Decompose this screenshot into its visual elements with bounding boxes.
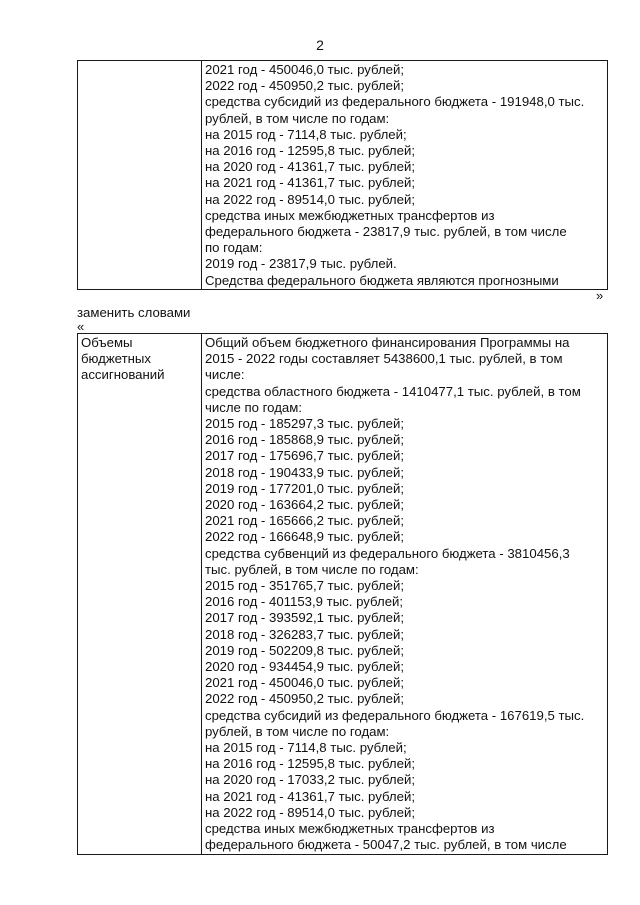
budget-table-continued bbox=[77, 60, 608, 290]
label-cell bbox=[78, 334, 202, 855]
text-line: на 2021 год - 41361,7 тыс. рублей; bbox=[205, 175, 415, 191]
text-line: рублей, в том числе по годам: bbox=[205, 723, 390, 739]
text-line: 2018 год - 326283,7 тыс. рублей; bbox=[205, 626, 405, 642]
text-line: 2015 - 2022 годы составляет 5438600,1 тыс. рублей, в том bbox=[205, 351, 563, 367]
text-line: по годам: bbox=[205, 240, 263, 256]
text-line: федерального бюджета - 50047,2 тыс. рублей, в том числе bbox=[205, 837, 567, 853]
text-line: числе по годам: bbox=[205, 399, 302, 415]
opening-quote: « bbox=[77, 319, 85, 334]
text-line: 2022 год - 450950,2 тыс. рублей; bbox=[205, 691, 405, 707]
text-line: 2016 год - 185868,9 тыс. рублей; bbox=[205, 432, 405, 448]
text-line: средства субсидий из федерального бюджета - 167619,5 тыс. bbox=[205, 707, 585, 723]
page-number: 2 bbox=[316, 37, 324, 53]
text-line: на 2020 год - 17033,2 тыс. рублей; bbox=[205, 772, 415, 788]
label-line: Объемы bbox=[81, 335, 133, 350]
text-line: 2021 год - 165666,2 тыс. рублей; bbox=[205, 513, 405, 529]
text-line: средства областного бюджета - 1410477,1 тыс. рублей, в том bbox=[205, 383, 581, 399]
table-row bbox=[78, 61, 608, 290]
text-line: на 2021 год - 41361,7 тыс. рублей; bbox=[205, 788, 415, 804]
text-line: 2020 год - 163664,2 тыс. рублей; bbox=[205, 497, 405, 513]
text-line: на 2020 год - 41361,7 тыс. рублей; bbox=[205, 159, 415, 175]
text-line: 2019 год - 502209,8 тыс. рублей; bbox=[205, 642, 405, 658]
text-line: 2017 год - 175696,7 тыс. рублей; bbox=[205, 448, 405, 464]
text-line: на 2022 год - 89514,0 тыс. рублей; bbox=[205, 804, 415, 820]
value-cell bbox=[202, 61, 608, 290]
text-line: 2016 год - 401153,9 тыс. рублей; bbox=[205, 594, 404, 610]
text-line: 2020 год - 934454,9 тыс. рублей; bbox=[205, 659, 405, 675]
text-line: числе: bbox=[205, 367, 245, 383]
text-line: рублей, в том числе по годам: bbox=[205, 110, 390, 126]
text-line: 2022 год - 450950,2 тыс. рублей; bbox=[205, 78, 405, 94]
text-line: тыс. рублей, в том числе по годам: bbox=[205, 561, 419, 577]
closing-quote: » bbox=[596, 288, 604, 303]
text-line: 2015 год - 185297,3 тыс. рублей; bbox=[205, 416, 405, 432]
text-line: средства иных межбюджетных трансфертов из bbox=[205, 821, 495, 837]
text-line: 2022 год - 166648,9 тыс. рублей; bbox=[205, 529, 405, 545]
text-line: Средства федерального бюджета являются прогнозными bbox=[205, 272, 559, 288]
text-line: средства субсидий из федерального бюджета - 191948,0 тыс. bbox=[205, 94, 585, 110]
value-cell bbox=[202, 334, 608, 855]
label-cell-empty bbox=[78, 61, 202, 290]
text-line: на 2016 год - 12595,8 тыс. рублей; bbox=[205, 756, 415, 772]
text-line: на 2015 год - 7114,8 тыс. рублей; bbox=[205, 126, 407, 142]
text-line: федерального бюджета - 23817,9 тыс. рублей, в том числе bbox=[205, 224, 567, 240]
text-line: средства субвенций из федерального бюджета - 3810456,3 bbox=[205, 545, 570, 561]
text-line: 2021 год - 450046,0 тыс. рублей; bbox=[205, 675, 405, 691]
text-line: 2019 год - 177201,0 тыс. рублей; bbox=[205, 480, 405, 496]
text-line: 2015 год - 351765,7 тыс. рублей; bbox=[205, 578, 405, 594]
text-line: 2017 год - 393592,1 тыс. рублей; bbox=[205, 610, 405, 626]
budget-table-new bbox=[77, 333, 608, 855]
text-line: средства иных межбюджетных трансфертов из bbox=[205, 207, 495, 223]
table-row bbox=[78, 334, 608, 855]
text-line: на 2016 год - 12595,8 тыс. рублей; bbox=[205, 143, 415, 159]
text-line: Общий объем бюджетного финансирования Программы на bbox=[205, 335, 570, 350]
text-line: на 2015 год - 7114,8 тыс. рублей; bbox=[205, 740, 407, 756]
replace-instruction: заменить словами bbox=[77, 305, 191, 320]
label-line: ассигнований bbox=[81, 367, 165, 383]
label-line: бюджетных bbox=[81, 351, 151, 367]
text-line: 2019 год - 23817,9 тыс. рублей. bbox=[205, 256, 397, 272]
text-line: на 2022 год - 89514,0 тыс. рублей; bbox=[205, 191, 415, 207]
text-line: 2018 год - 190433,9 тыс. рублей; bbox=[205, 464, 405, 480]
text-line: 2021 год - 450046,0 тыс. рублей; bbox=[205, 62, 405, 77]
